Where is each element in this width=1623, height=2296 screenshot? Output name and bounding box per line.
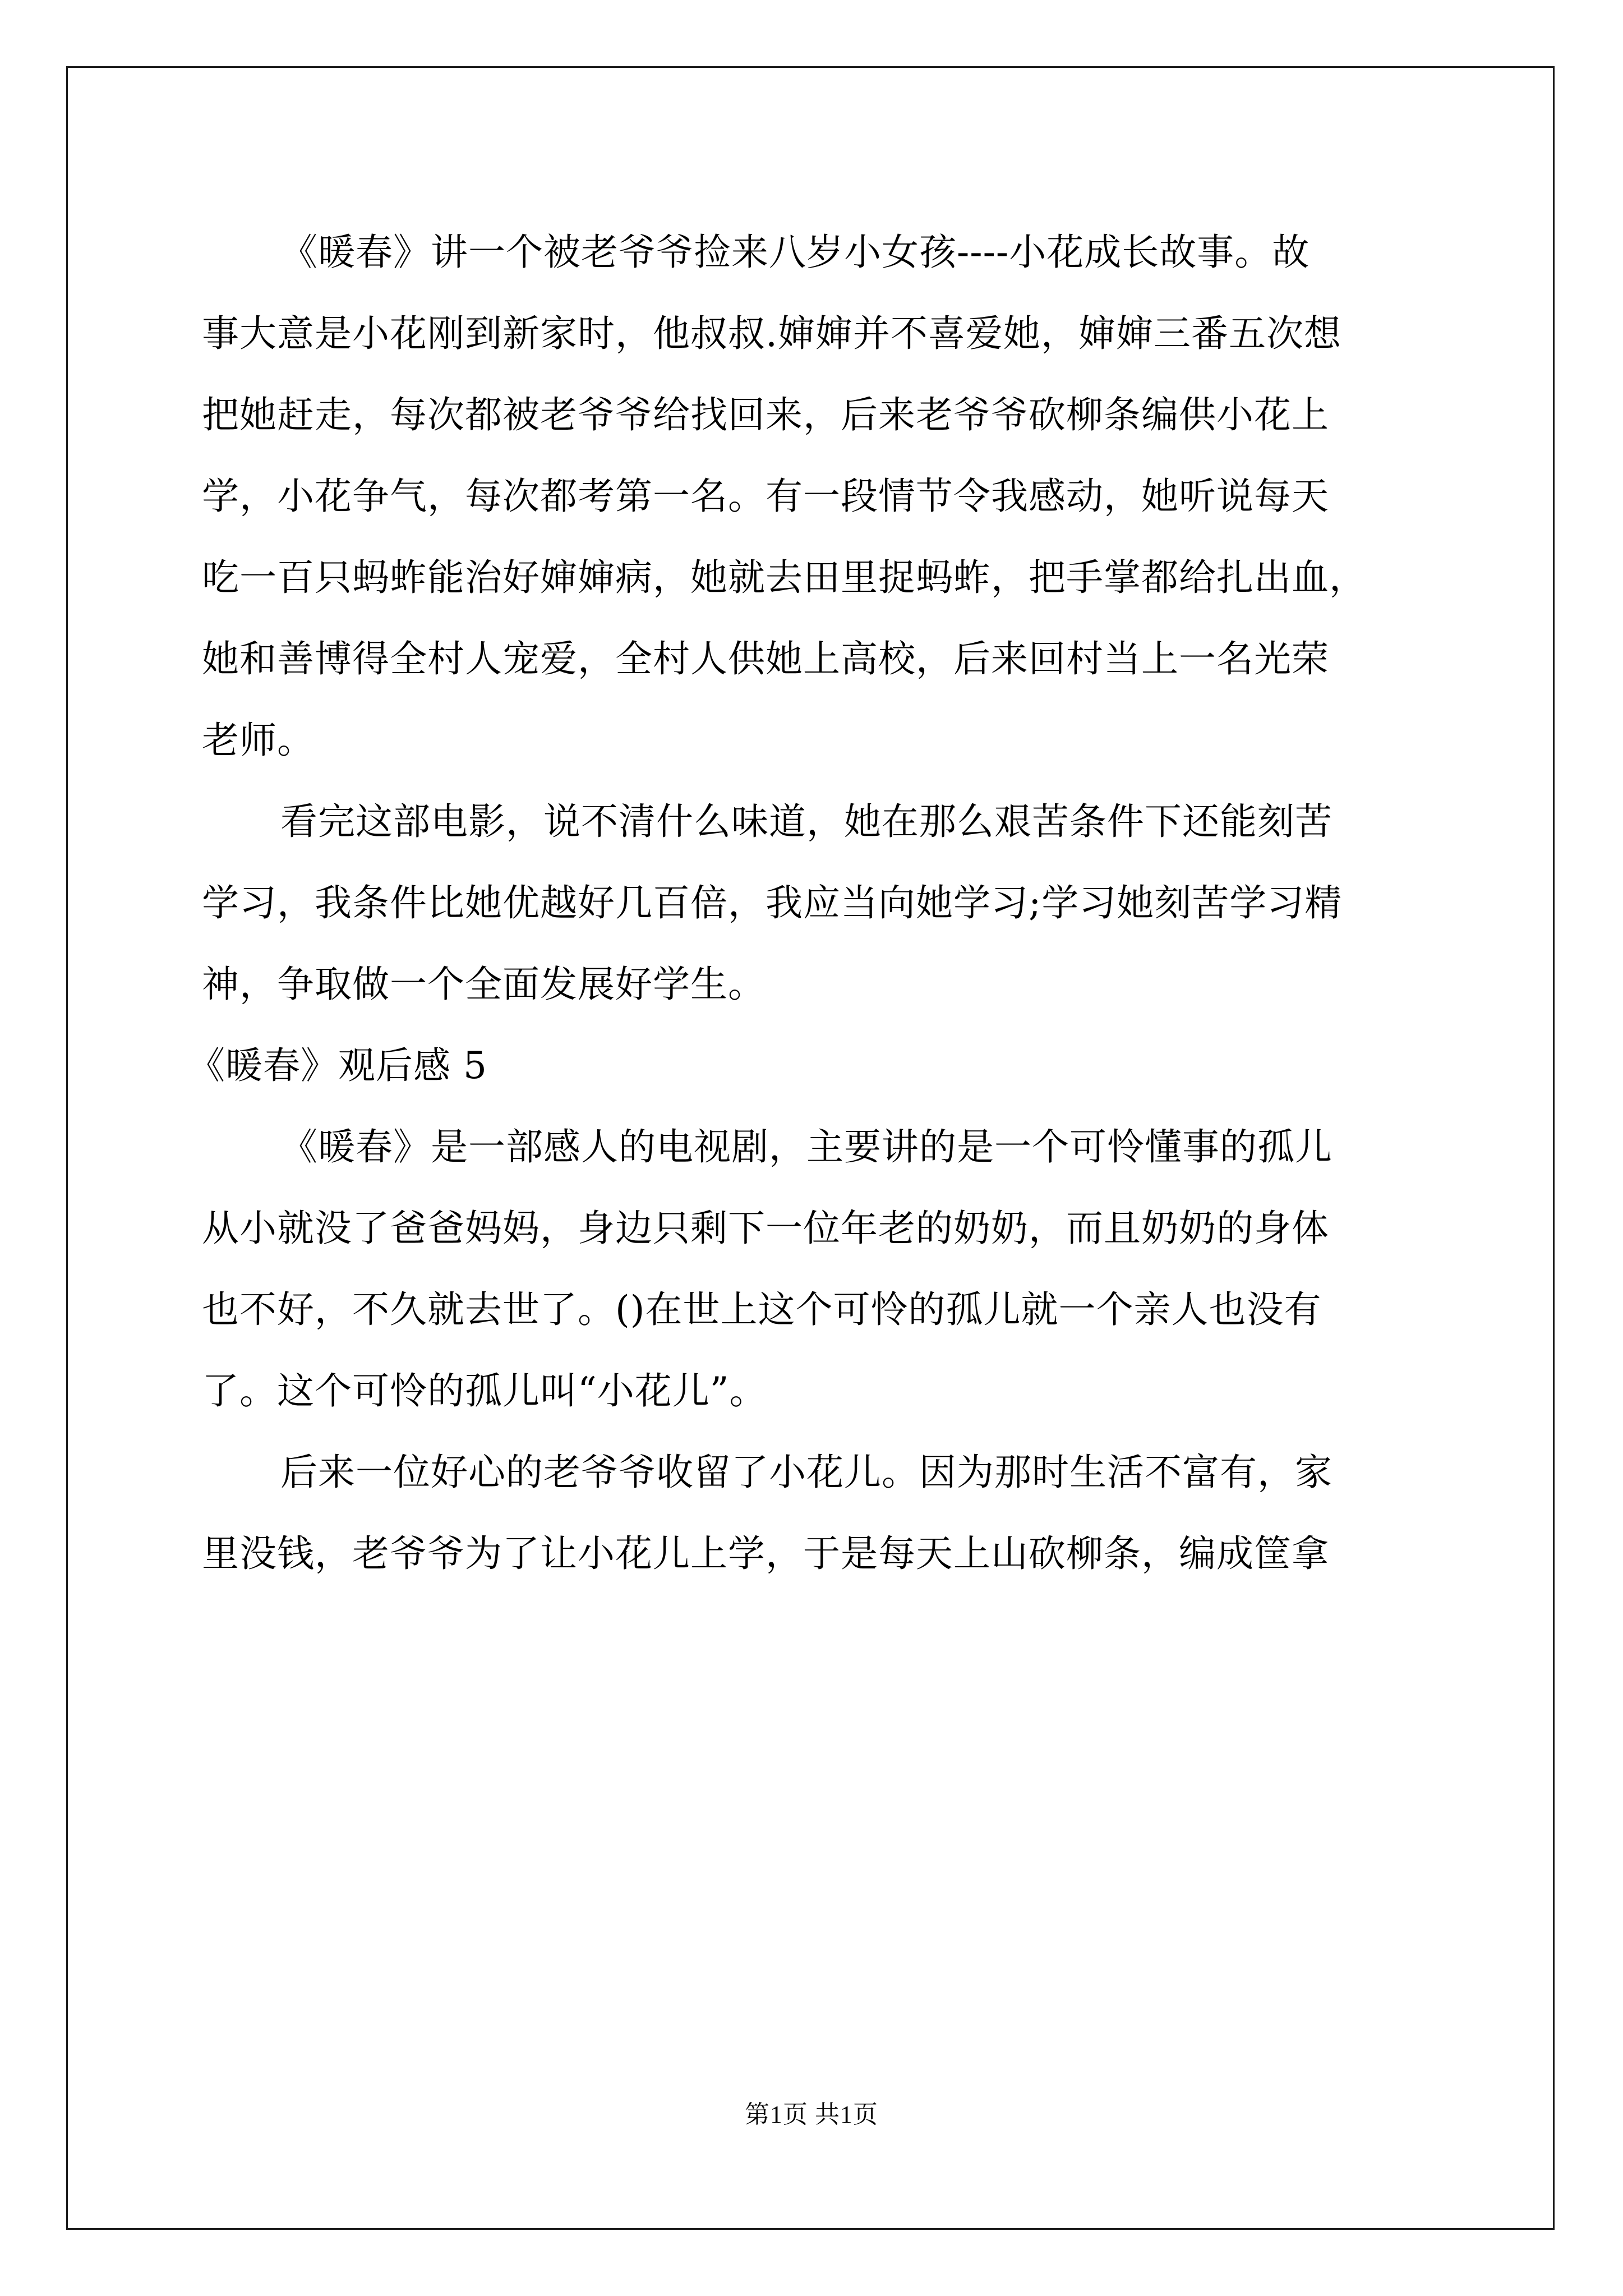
body-text-line: 了。这个可怜的孤儿叫“小花儿”。: [202, 1369, 767, 1412]
body-text-line: 《暖春》讲一个被老爷爷捡来八岁小女孩----小花成长故事。故: [280, 231, 1310, 274]
body-text-line: 学，小花争气，每次都考第一名。有一段情节令我感动，她听说每天: [202, 475, 1329, 518]
body-text-line: 把她赶走，每次都被老爷爷给找回来，后来老爷爷砍柳条编供小花上: [202, 393, 1329, 436]
body-text-line: 老师。: [202, 719, 315, 762]
section-heading: 《暖春》观后感 5: [188, 1044, 487, 1087]
body-text-line: 学习，我条件比她优越好几百倍，我应当向她学习;学习她刻苦学习精: [202, 881, 1343, 924]
page-number-footer: 第1页 共1页: [745, 2101, 878, 2128]
body-text-line: 事大意是小花刚到新家时，他叔叔.婶婶并不喜爱她，婶婶三番五次想: [202, 312, 1341, 355]
body-text-line: 她和善博得全村人宠爱，全村人供她上高校，后来回村当上一名光荣: [202, 637, 1329, 680]
body-text-line: 后来一位好心的老爷爷收留了小花儿。因为那时生活不富有，家: [280, 1451, 1332, 1494]
body-text-line: 里没钱，老爷爷为了让小花儿上学，于是每天上山砍柳条，编成筐拿: [202, 1532, 1329, 1575]
body-text-line: 神，争取做一个全面发展好学生。: [202, 963, 766, 1006]
body-text-line: 《暖春》是一部感人的电视剧，主要讲的是一个可怜懂事的孤儿: [280, 1125, 1332, 1168]
body-text-line: 看完这部电影，说不清什么味道，她在那么艰苦条件下还能刻苦: [280, 800, 1332, 843]
body-text-line: 吃一百只蚂蚱能治好婶婶病，她就去田里捉蚂蚱，把手掌都给扎出血，: [202, 556, 1367, 599]
body-text-line: 从小就没了爸爸妈妈，身边只剩下一位年老的奶奶，而且奶奶的身体: [202, 1207, 1329, 1250]
body-text-line: 也不好，不久就去世了。()在世上这个可怜的孤儿就一个亲人也没有: [202, 1288, 1322, 1331]
